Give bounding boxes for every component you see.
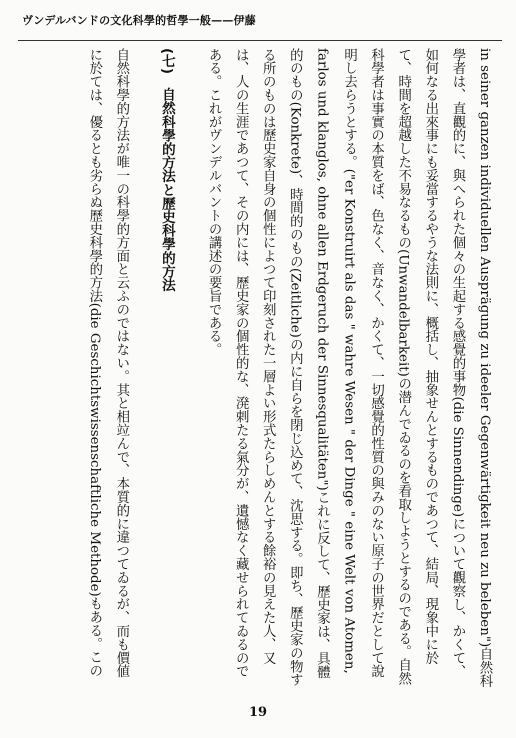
spacer (135, 48, 153, 688)
body-text (18, 48, 498, 688)
header-rule (18, 40, 502, 41)
section-heading: (七) 自然科學的方法と歷史科學的方法 (158, 48, 175, 292)
spacer (180, 48, 200, 688)
running-head: ヴンデルバンドの文化科學的哲學一般——伊藤 (22, 14, 256, 27)
paragraph-1: in seiner ganzen individuellen Ausprägung zu ideeler Gegenwärtigkeit neu zu beleben")自然科學者は、直觀的に、與へられた個々の生起する感覺的事物(die Sinnendinge)について觀察し、かくて、如何なる出來事にも妥當するやうな法則に、概括し、抽象せんとするものであつて、結局、現象中に於て、時間を超越した不易なるもの(Unwandelbarkeit)の潜んでゐるのを看取しようとするのである。自然科學者は事實の本質をば、色なく、音なく、かくて、一切感覺的性質の與みのない原子の世界だとして說明し去らうとする。("er Konstruirt als das " wahre Wesen " der Dinge " eine Welt von Atomen, farlos und klanglos, ohne allen Erdgeruch der Sinnesqualitäten")これに反して、歷史家は、具體的のもの(Konkrete)、時間的のもの(Zeitliche)の内に自らを閉じ込めて、沈思する。即ち、歷史家の物する所のものは歷史家自身の個性によつて印刻された一層よい形式たらしめんとする餘裕の見えた人、又は、人の生涯であつて、その内には、歷史家の個性的な、溌剌たる氣分が、遺憾なく藏せられてゐるのである。これがヴンデルバントの講述の要旨である。 (206, 48, 492, 688)
page-number: 19 (248, 705, 268, 720)
paragraph-2: 自然科學的方法が唯一の科學的方面と云ふのではない。其と相竝んで、本質的に違つてゐるが、而も價値に於ては、優るとも劣らぬ歷史科學的方法(die Geschichtswissenschaftliche Methode)もある。この (86, 48, 129, 678)
